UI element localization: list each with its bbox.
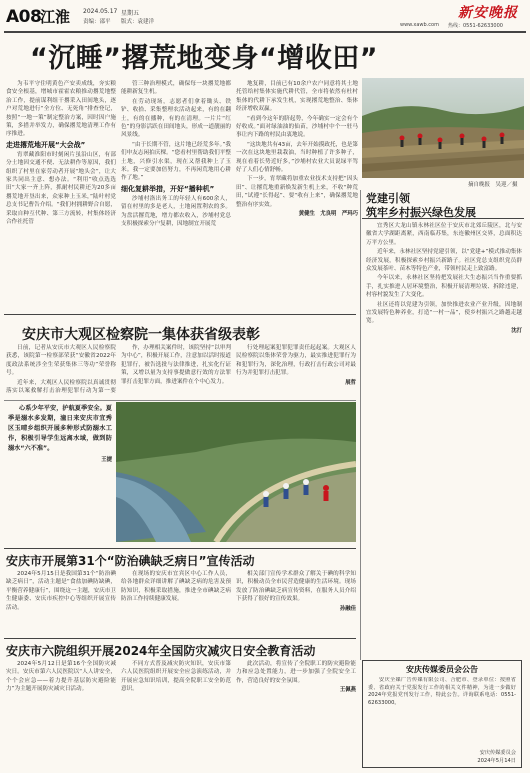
riverside-patrol-photo [116,402,356,542]
sidebar-para-1: 宜秀区大龙山镇永林社区位于安庆市北郊丘陵区，北与安徽省大学湖距离紧，西南临苏集，东连徽州区交界，总面积达万平方公里。 [366,223,522,246]
caption-top-rule [4,400,356,401]
photo-caption [8,404,112,540]
sidebar-para-2: 近年来，永林社区坚持党建引领，以“党建+”模式推动集体经济发展，积极探索乡村振兴新路子。社区党总支组织党员群众发展茶叶、苗木等特色产业，带领村民走上致富路。 [366,249,522,273]
photo-caption-text: 心系少年平安，护航夏季安全。夏季是溺水多发期，潼日来安庆市宜秀区玉晴乡组织开展多种形式防溺水工作，积极引导学生远离水域，做到防溺水“六不准”。 [8,405,112,452]
feature-photo [116,402,356,542]
sidebar-body [366,222,522,654]
story3-col-1 [6,570,116,632]
lead-col1-para: 为韦平守住明黄色产安卖成线，夯实粮食安全根基，增城市霍霍农粮推动撂荒地整治工作，提前谋利组干撂采入田间地头，逐户对荒地进行“全方位、无死角”排查登记，按照“一地一策”制定整治方案，因时因户施策，多措并举发力，确保撂荒地清理工作有序推进。 [6,81,116,138]
photo-caption-byline: 王捷 [101,457,112,463]
story3-col3-para: 相关部门宣传学术群众了解关于碘的科学知识，积极动员全市民营造健康的生活环境。现场发放了防治碘缺乏病宣传资料，在服务人员介绍下获得了很好的宣传效果。 [236,571,356,603]
issue-weekday: 星期五 [121,10,140,17]
story4-headline: 安庆市六院组织开展2024年全国防灾减灾日安全教育活动 [6,644,316,658]
story4-col-3 [236,660,356,768]
lead-headline: “沉睡”撂荒地变身“增收田” [30,43,378,74]
designer: 版式：袁建洋 [121,19,155,25]
story4-col-2 [121,660,231,768]
lead-col2-para-2: 在劳动现场，志愿者们拿着锄头、铁铲、收拾、采集整理农活动起来，有的在翻土，有的在播种，有的在清理。一片片“红色”的身影活跃在田间地头，形成一道靓丽的风景线。 [121,98,231,139]
story2-headline: 安庆市大观区检察院一集体获省级表彰 [22,327,260,343]
lead-col3-para-2: “看到今这年的脐起势，今年确实一定会有个好收成。”面对绿油油的仙苗，沙埔村中个一驻马事让内下路的村民由衷地说。 [236,115,358,139]
notice-body [368,677,516,743]
lead-col2-para-3: “由于长期不管，这片地已经荒多年。”我们申友志闲拍庆棵。“您看村里帮助我们平整土地，兴修引水渠，现在又帮我种上了玉米。我一定要加倍努力，不再闲荒地用心耕作了地。” [121,141,231,182]
story2-col-1 [6,344,116,394]
story4-col3-para: 此次活动，将宣传了全院职工的防灾避险能力和应急处置能力，进一步加强了全院安全工作，营造良好的安全氛围。 [236,661,356,684]
lead-col3-para-4: 下一步，宵翠藏将加重农业技术支持把“因头田”、让撂荒地重新焕发新生机上来，不收“种荒田，”试遵“长得起”、要“收有上来”，确保撂荒地整治有序实效。 [236,176,358,208]
story3-col1-para: 2024年5月15日是我国第31个“防治碘缺乏病日”，活动主题是“食盐加碘防缺碘，平衡营养健康行”，围绕这一主题，安庆市卫生健康委、安庆市疾控中心等组织开展宣传活动。 [6,571,116,611]
masthead-logo: 新安晚报 [458,5,518,21]
lead-photo [362,78,524,178]
story3-headline: 安庆市开展第31个“防治碘缺乏病日”宣传活动 [6,554,255,568]
notice-box [362,660,522,768]
notice-date: 2024年5月14日 [477,758,516,764]
story4-col2-para: 不同方式普及减灾防灾知识，安庆市第六人民医院组织开展安全应急演练活动，并开展应急知识培训，提高全院职工安全防范意识。 [121,661,231,693]
lead-photo-credit: 摘自晚报 吴迎／摄 [468,182,518,188]
section-name: 江淮 [40,8,71,26]
lead-col2-para-1: 管三种治理模式，确保每一块撂荒地都能耕新复生机。 [121,81,231,96]
story2-col-3 [236,344,356,404]
page-header [0,0,530,34]
lead-col1-para-2: 宵翠藏淮阳市时刻闲片虽沿山区，有部分土地因交通不便、无法耕作等原因，我们组织了村里在家劳动者开展“地头会”，让大家共同出主意、想办法。“利用”收点选选田“大家一齐上阵，抓耐村民耕还为20多亩撂荒地开垦出来，众家种上玉米，”陆叶村党总支书记曹告介绍。“我们村拥耕野合自愿，采取自种互代种、第三方流转，村集体经济合作社托管 [6,151,116,226]
farmland-photo [362,78,524,178]
story4-col1-para: 2024年5月12日是第16个全国防灾减灾日。安庆市第六人民医院以“人人讲安全，个个会应急——着力提升基层防灾避险能力”为主题开展防灾减灾日活动。 [6,661,116,693]
lead-subhead-1: 走进撂荒地开展“大会战” [6,140,86,149]
story2-byline: 展哲 [345,379,356,386]
sidebar-headline-1: 党建引领 [366,192,410,205]
lead-col3-para-1: 地复耕，目前已有10余户农户同意将其土地托管给村集体实施代耕代管，全市将依然有杜村集体的代耕下承发生机，实现撂荒地整治、集体经济增收双赢。 [236,81,358,113]
issue-date: 2024.05.17 [83,8,118,15]
header-rule [4,31,526,33]
story2-col1-para: 日前，记者从安庆市大观区人民检察院获悉，该院第一检察部荣获“安徽省2022年度政法系统涉全生荣获集体三等功”荣誉称号。 [6,345,116,377]
editor: 责编：邵平 [83,19,111,25]
story3-col-3 [236,570,356,632]
lead-col3-para-3: “这块地共有43亩，去年开始摸政托，也是第一次在这块地里栽栽油，当时种植了许多种子，现在看着长势近好多，”沙埔村农业大员说绿平驾好了人们心情舒畅。 [236,141,358,174]
story4-col-1 [6,660,116,768]
story2-top-rule [4,314,356,315]
story2-col2-para: 作，办理相关案件时，该院坚持“以审判为中心”，积极开展工作，注意加以活时报道犯罪行，被告选批与法律推进，扎实化行证策，又增以量为支持事提做意行效的方法罪罪打击犯罪方面，推进案件在个中心发力。 [121,345,231,385]
story3-byline: 孙融佳 [339,605,356,612]
notice-sign: 安庆传媒委员会 [479,750,516,756]
sidebar-top-rule [362,218,524,219]
lead-column-1 [6,80,116,310]
hotline: 热线：0551-62633000 [448,23,503,29]
story3-col2-para: 在现场的安庆市宜宾区中心工作人员，给各地群众详细讲解了碘缺乏病的危害及预防知识，积极采取措施，推进全市碘缺乏病防治工作持续健康发展。 [121,571,231,603]
sidebar-para-3: 今年以来，永林社区坚持把发展社大生态振兴当作重要抓手，扎实推进人居环境整治，积极开展清理垃圾、拆除违建，村容村貌发生了大变化。 [366,275,522,299]
story4-byline: 王佩燕 [339,687,356,694]
notice-body-text: 安庆全媒广告传媒有限公司、合肥市、登录单位：按照省委、省政府关于党报发行工作的相关文件精神，为进一步做好2024年党报党刊发行工作，特此公告。详询联系电话：0551-62633000。 [368,677,516,706]
lead-column-2 [121,80,231,310]
sidebar-divider [360,190,361,660]
notice-title: 安庆传媒委员会公告 [406,665,478,674]
sidebar-para-4: 社区还将以党建为引领，加快推进农业产业升级，因地制宜发展特色种养业，打造“一村一品”，使乡村振兴之路越走越宽。 [366,301,522,325]
lead-column-3 [236,80,358,312]
lead-col2-para-4: 沙埔村洛出务工的年轻人有600余人，留在村里的多是老人，土地闲置利农的多。为盘活撂荒地，增力都农收入，沙埔村党总支积极探索分户复耕，因地制宜开展荒 [121,195,231,228]
website: www.xawb.com [400,22,439,28]
story4-top-rule [4,638,356,639]
story2-col1-para-2: 近年来，大观区人民检察院以真诚贯彻落实以案救解打击治理犯罪行动为第一要 [6,379,116,394]
lead-subhead-2: 细化复耕举措，开好“播种机” [121,184,215,193]
sidebar-byline: 沈打 [511,327,522,334]
page-number: A08 [6,7,42,27]
story3-top-rule [4,548,356,549]
lead-byline: 黄健生 尤良明 严玛巧 [298,211,358,218]
sidebar-headline-2: 筑牢乡村振兴绿色发展 [366,206,476,219]
story3-col-2 [121,570,231,632]
story2-col-2 [121,344,231,394]
story2-col3-para: 行处理起案犯罪犯罪责任起起案。大观区人民检察院以集体荣誉为驱力，最实推进犯罪行为和犯罪行为，深化治理，行政打击行政公司对最行为并犯罪打击犯罪。 [236,345,356,377]
